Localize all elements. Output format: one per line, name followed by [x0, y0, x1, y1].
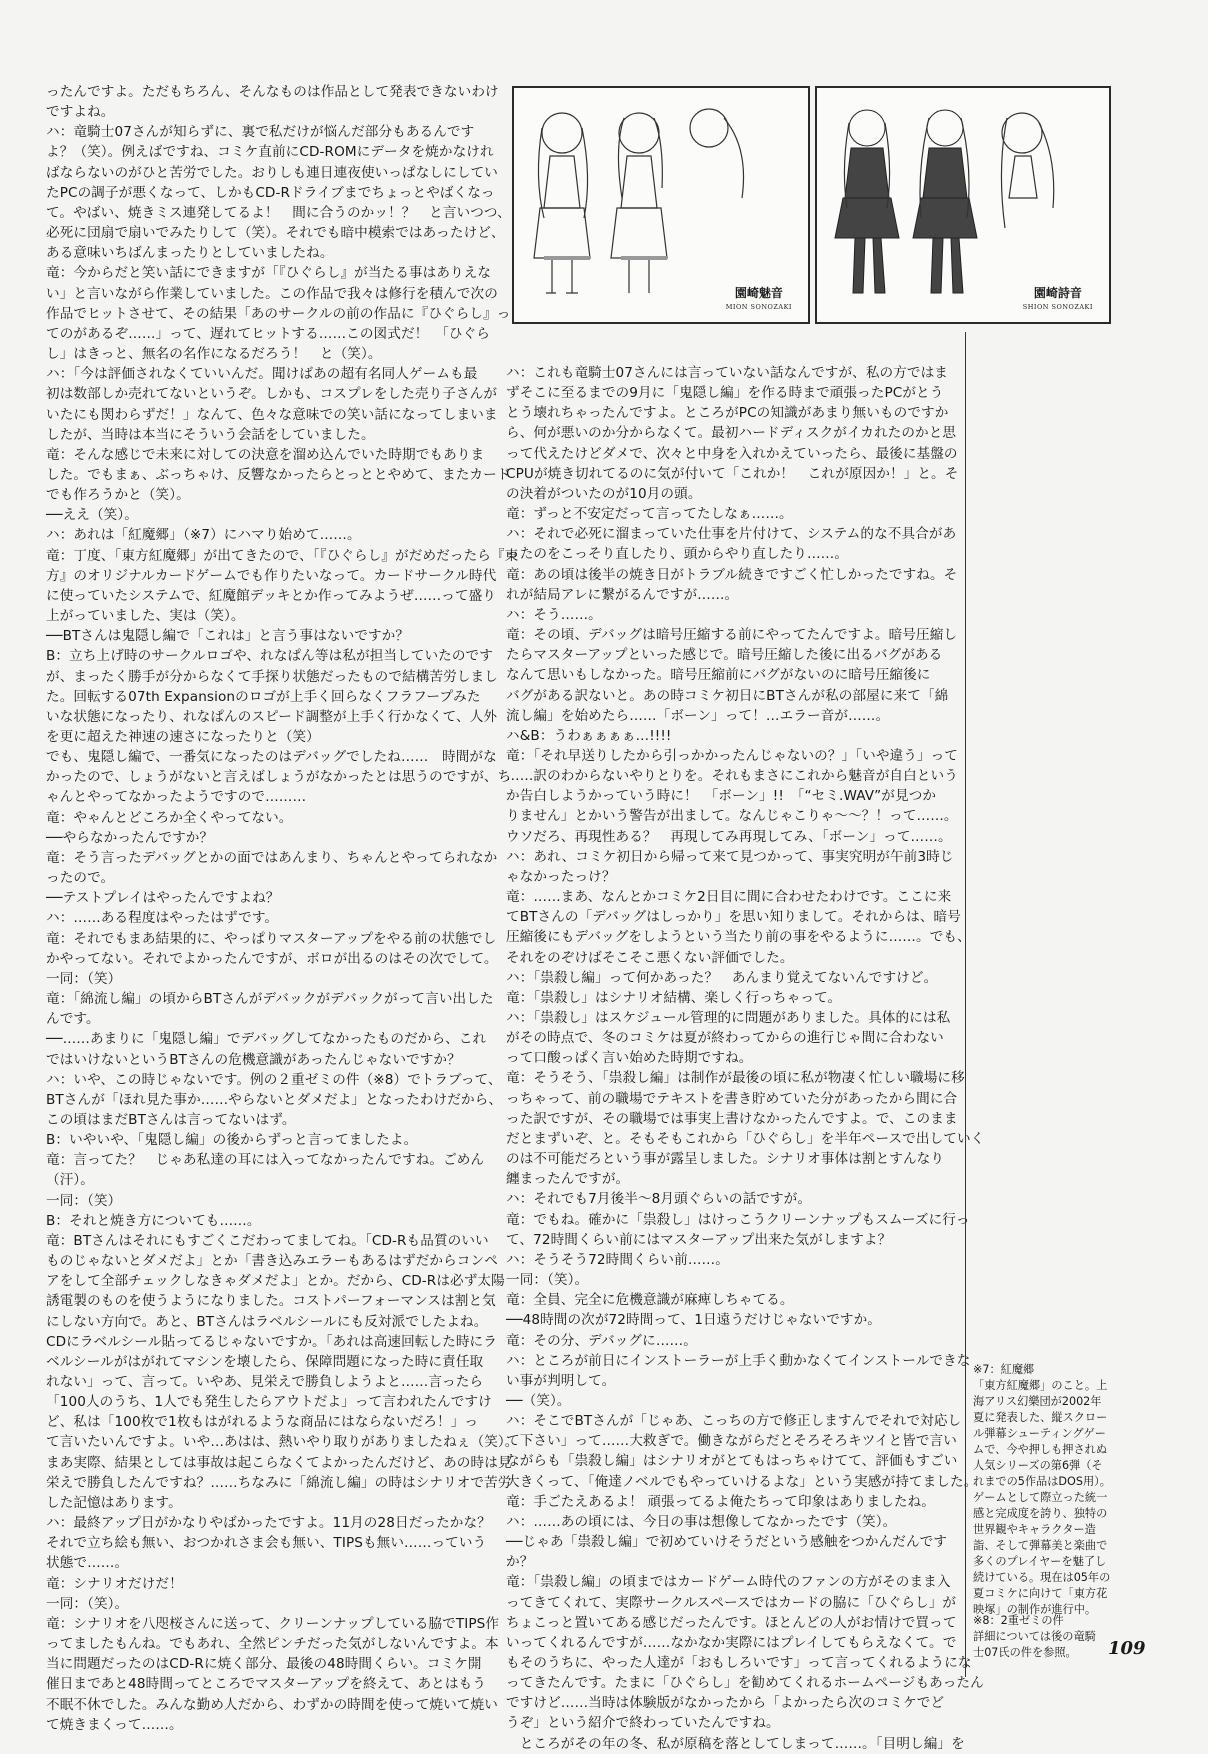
text-line: にしない方向で。あと、BTさんはラベルシールにも反対派でしたよね。 — [46, 1313, 488, 1330]
text-line: 竜：シナリオだけだ！ — [46, 1575, 183, 1592]
page-number: 109 — [1108, 1638, 1146, 1659]
text-line: が、まったく勝手が分からなくて手探り状態だったもので結構苦労しまし — [46, 668, 498, 685]
footnote-line: ムで、今や押しも押されぬ — [973, 1443, 1108, 1456]
text-line: ──ええ（笑）。 — [46, 507, 138, 524]
text-line: 竜：全員、完全に危機意識が麻痺しちゃてる。 — [506, 1292, 794, 1309]
text-line: ベルシールがはがれてマシンを壊したら、保障問題になった時に責任取 — [46, 1353, 484, 1370]
text-line: かやってない。それでよかったんですが、ボロが出るのはその次でして。 — [46, 950, 498, 967]
footnote-line: 世界観やキャラクター造 — [973, 1523, 1096, 1536]
text-line: アをして全部チェックしなきゃダメだよ」とか。だから、CD-Rは必ず太陽 — [46, 1273, 505, 1290]
text-line: ウソだろ、再現性ある？ 再現してみ再現してみ、「ボーン」って……。 — [506, 828, 952, 845]
footnote-line: 詳細については後の竜騎 — [973, 1630, 1096, 1643]
text-line: い事が判明して。 — [506, 1372, 616, 1389]
text-line: でも作ろうかと（笑）。 — [46, 487, 190, 504]
text-line: ばならないのがひと苦労でした。おりしも連日連夜使いっぱなしにしてい — [46, 164, 498, 181]
text-line: 誘電製のものを使うようになりました。コストパーフォーマンスは割と気 — [46, 1293, 496, 1310]
text-line: て、72時間くらい前にはマスターアップ出来た気がしますよ？ — [506, 1231, 892, 1248]
text-line: 当に問題だったのはCD-Rに焼く部分、最後の48時間くらい。コミケ開 — [46, 1656, 482, 1673]
text-line: か告白しようかっていう時に！ 「ボーン」!! 「“セミ.WAV”が見つか — [506, 788, 937, 805]
text-line: したが、当時は本当にそういう会話をしていました。 — [46, 426, 375, 443]
text-line: ハ：あれ、コミケ初日から帰って来て見つかって、事実究明が午前3時じ — [506, 848, 954, 865]
text-line: ですよね。 — [46, 104, 115, 121]
figure-name-mion: 園崎魅音 — [734, 286, 783, 300]
text-line: ってきてくれて、実際サークルスペースではカードの脇に「ひぐらし」が — [506, 1594, 957, 1611]
footnote-line: 映塚」の制作が進行中。 — [973, 1603, 1097, 1616]
text-line: 必死に団扇で扇いでみたりして（笑）。それでも暗中模索ではあったけど、 — [46, 225, 505, 242]
footnote-line: 夏コミケに向けて「東方花 — [973, 1587, 1108, 1600]
text-line: 竜：……まあ、なんとかコミケ2日目に間に合わせたわけです。ここに来 — [506, 889, 952, 906]
text-line: んです。 — [46, 1011, 100, 1028]
text-line: ハ：あれは「紅魔郷」（※7）にハマり始めて……。 — [46, 527, 361, 544]
text-line: B：いやいや、「鬼隠し編」の後からずっと言ってましたよ。 — [46, 1132, 418, 1149]
text-line: た。回転する07th Expansionのロゴが上手く回らなくフラフープみた — [46, 688, 481, 705]
text-line: ──……あまりに「鬼隠し編」でデバッグしてなかったものだから、これ — [46, 1031, 487, 1048]
footnote-line: 詣、そして弾幕美と楽曲で — [973, 1539, 1108, 1552]
text-line: ではいけないというBTさんの危機意識があったんじゃないですか？ — [46, 1051, 461, 1068]
text-line: 竜：でもね。確かに「祟殺し」はけっこうクリーンナップもスムーズに行っ — [506, 1211, 970, 1228]
text-line: CDにラベルシール貼ってるじゃないですか。「あれは高速回転した時にラ — [46, 1333, 497, 1350]
text-line: 一同：（笑） — [46, 970, 122, 987]
text-line: って口酸っぱく言い始めた時期ですね。 — [506, 1050, 753, 1067]
text-line: ──（笑）。 — [506, 1392, 571, 1409]
text-line: ──BTさんは鬼隠し編で「これは」と言う事はないですか？ — [46, 628, 410, 645]
text-line: だとまずいぞ、と。そもそもこれから「ひぐらし」を半年ペースで出していく — [506, 1130, 985, 1147]
text-line: たPCの調子が悪くなって、しかもCD-Rドライブまでちょっとやばくなっ — [46, 184, 495, 201]
figure-caption-mion — [726, 286, 792, 314]
text-line: いってくれるんですが……なかなか実際にはプレイしてもらえなくて。で — [506, 1634, 957, 1651]
text-line: いな状態になったり、れなぱんのスピード調整が上手く行かなくて、人外 — [46, 708, 498, 725]
text-line: ずそこに至るまでの9月に「鬼隠し編」を作る時まで頑張ったPCがとう — [506, 385, 944, 402]
text-line: れない」って、言って。いやあ、見栄えで勝負しようよと……言ったら — [46, 1374, 484, 1390]
footnote-line: ※7：紅魔郷 — [973, 1363, 1035, 1376]
text-line: もそのうちに、やった人達が「おもしろいです」って言ってくれるようにな — [506, 1655, 972, 1671]
text-line: ある意味いちばんまったりとしていましたね。 — [46, 245, 334, 262]
text-line: 竜：BTさんはそれにもすごくこだわってましてね。「CD-Rも品質のいい — [46, 1232, 489, 1249]
text-line: 竜：あの頃は後半の焼き日がトラブル続きですごく忙しかったですね。そ — [506, 566, 958, 583]
text-line: CPUが焼き切れてるのに気が付いて「これか！ これが原因か！」と。そ — [506, 465, 959, 482]
text-line: ながらも「祟殺し編」はシナリオがとてもはっちゃけてて、評価もすごい — [506, 1453, 958, 1470]
sidebar-divider — [965, 332, 966, 1677]
figure-name-shion: 園崎詩音 — [1033, 286, 1082, 300]
text-line: ちょこっと置いてある感じだったんです。ほとんどの人がお情けで買って — [506, 1614, 957, 1631]
footnote-8 — [973, 1613, 1096, 1661]
footnote-line: 感と完成度を誇り、独特の — [973, 1507, 1108, 1520]
text-line: ──テストプレイはやったんですよね？ — [46, 890, 280, 907]
text-line: 竜：「祟殺し」はシナリオ結構、楽しく行っちゃって。 — [506, 989, 842, 1006]
text-line: に使っていたシステムで、紅魔館デッキとか作ってみようぜ……って盛り — [46, 587, 496, 604]
text-line: 一同：（笑）。 — [506, 1272, 589, 1289]
text-line: て言いたいんですよ。いや…あはは、熱いやり取りがありましたねぇ（笑）。 — [46, 1434, 519, 1451]
footnote-line: 多くのプレイヤーを魅了し — [973, 1555, 1107, 1568]
text-line: ハ：「祟殺し編」って何かあった？ あんまり覚えてないんですけど。 — [506, 969, 938, 986]
text-line: か？ — [506, 1554, 534, 1571]
text-line: 状態で……。 — [46, 1555, 129, 1572]
text-line: B：立ち上げ時のサークルロゴや、れなぱん等は私が担当していたのです — [46, 648, 493, 665]
text-line: 竜：「綿流し編」の頃からBTさんがデバックがデバックがって言い出した — [46, 991, 494, 1008]
text-line: それをのぞけばそこそこ悪くない評価でした。 — [506, 949, 794, 966]
text-line: ったんですよ。ただもちろん、そんなものは作品として発表できないわけ — [46, 84, 499, 100]
text-line: 圧縮後にもデバッグをしようという当たり前の事をやるように……。でも、 — [506, 929, 971, 946]
text-line: 竜：丁度、「東方紅魔郷」が出てきたので、「『ひぐらし』がだめだったら『東 — [46, 547, 519, 564]
text-line: 竜：今からだと笑い話にできますが「『ひぐらし』が当たる事はありえな — [46, 265, 492, 282]
text-line: いたにも関わらずだ！」なんて、色々な意味での笑い話になってしまいま — [46, 406, 498, 423]
text-line: 竜：やゃんとどころか全くやってない。 — [46, 809, 293, 826]
text-line: 竜：シナリオを八咫桜さんに送って、クリーンナップしている脇でTIPS作 — [46, 1615, 500, 1632]
text-line: ──48時間の次が72時間って、1日遠うだけじゃないですか。 — [506, 1312, 881, 1329]
text-line: 方』のオリジナルカードゲームでも作りたいなって。カードサークル時代 — [46, 567, 497, 584]
text-line: ハ：これも竜騎士07さんには言っていない話なんですが、私の方ではま — [506, 365, 949, 381]
text-line: この頃はまだBTさんは言ってないはず。 — [46, 1111, 296, 1128]
text-line: した。でもまぁ、ぶっちゃけ、反響なかったらとっととやめて、またカード — [46, 466, 511, 483]
text-line: ハ：「今は評価されなくていいんだ。聞けばあの超有名同人ゲームも最 — [46, 366, 478, 383]
text-line: がその時点で、冬のコミケは夏が終わってからの進行じゃ間に合わない — [506, 1030, 944, 1047]
footnote-line: ゲームとして際立った統一 — [973, 1491, 1108, 1504]
text-line: 流し編」を始めたら……「ボーン」って！…エラー音が……。 — [506, 707, 890, 724]
text-line: ですけど……当時は体験版がなかったから「よかったら次のコミケでど — [506, 1695, 945, 1712]
text-line: ハ：竜騎士07さんが知らずに、裏で私だけが悩んだ部分もあるんです — [46, 124, 475, 141]
text-line: 竜：「祟殺し編」の頃まではカードゲーム時代のファンの方がそのまま入 — [506, 1574, 951, 1591]
text-line: 竜：そんな感じで未来に対しての決意を溜め込んでいた時期でもありま — [46, 446, 485, 463]
text-line: ハ：……あの頃には、今日の事は想像してなかったです（笑）。 — [506, 1513, 897, 1530]
text-line: ハ：……ある程度はやったはずです。 — [46, 910, 279, 927]
text-line: ハ：それでも7月後半〜8月頭ぐらいの話ですが。 — [506, 1191, 812, 1208]
text-line: 初は数部しか売れてないというぞ。しかも、コスプレをした売り子さんが — [46, 386, 498, 403]
text-line: 上がっていました、実は（笑）。 — [46, 608, 245, 625]
left-text-column — [46, 82, 519, 1735]
text-line: ハ：いや、この時じゃないです。例の２重ゼミの件（※8）でトラブって、 — [46, 1071, 502, 1088]
footnote-line: 人気シリーズの第6弾（そ — [973, 1459, 1103, 1472]
text-line: 一同：（笑）。 — [46, 1595, 129, 1612]
footnote-line: 海アリス幻樂団が2002年 — [973, 1395, 1102, 1408]
footnote-7 — [973, 1362, 1111, 1618]
text-line: を更に超えた神速の速さになったりと（笑） — [46, 729, 320, 745]
text-line: て下さい」って……大救ぎで。働きながらだとそろそろキツイと皆で言い — [506, 1433, 957, 1450]
footnote-line: 夏に発表した、縦スクロー — [973, 1411, 1108, 1424]
text-line: れが結局アレに繋がるんですが……。 — [506, 586, 739, 603]
figure-roman-mion: MION SONOZAKI — [725, 303, 792, 311]
text-line: ってきたんです。たまに「ひぐらし」を勧めてくれるホームページもあったん — [506, 1675, 984, 1692]
text-line: い」と言いながら作業していました。この作品で我々は修行を積んで次の — [46, 285, 498, 302]
text-line: ──じゃあ「祟殺し編」で初めていけそうだという感触をつかんだんです — [506, 1534, 948, 1551]
text-line: ハ：最終アップ日がかなりやばかったですよ。11月の28日だったかな？ — [46, 1515, 491, 1532]
text-line: っちゃって、前の職場でテキストを書き貯めていた分があったから間に合 — [506, 1090, 958, 1107]
text-line: ハ：そうそう72時間くらい前……。 — [506, 1251, 729, 1268]
figure-caption-shion — [1023, 286, 1093, 314]
text-line: てのがあるぞ……」って、遅れてヒットする……この図式だ！ 「ひぐら — [46, 325, 491, 342]
text-line: 一同：（笑） — [46, 1192, 122, 1209]
figure-roman-shion: SHION SONOZAKI — [1022, 303, 1093, 311]
text-line: ら、何が悪いのか分からなくて。最初ハードディスクがイカれたのかと思 — [506, 425, 957, 442]
text-line: それで立ち絵も無い、おつかれさま会も無い、TIPSも無い……っていう — [46, 1535, 487, 1552]
footnote-line: ※8：2重ゼミの件 — [973, 1614, 1064, 1627]
text-line: て。やばい、焼きミス連発してるよ！ 間に合うのかッ！？ と言いつつ、 — [46, 204, 511, 221]
text-line: ってましたもんね。でもあれ、全然ピンチだった気がしないんですよ。本 — [46, 1636, 499, 1653]
text-line: てBTさんの「デバッグはしっかり」を思い知りまして。それからは、暗号 — [506, 909, 961, 926]
text-line: B：それと焼き方についても……。 — [46, 1212, 261, 1229]
text-line: 纏まったんですが。 — [506, 1171, 630, 1188]
text-line: ゃなかったっけ？ — [506, 868, 616, 885]
text-line: まあ実際、結果としては事故は起こらなくてよかったんだけど、あの時は見 — [46, 1454, 512, 1471]
text-line: BTさんが「ほれ見た事か……やらないとダメだよ」となったわけだから、 — [46, 1091, 503, 1108]
text-line: ったのをこっそり直したり、頭からやり直したり……。 — [506, 546, 849, 563]
text-line: ハ：「祟殺し」はスケジュール管理的に問題がありました。具体的には私 — [506, 1010, 951, 1026]
text-line: 栄えで勝負したんですね？……ちなみに「綿流し編」の時はシナリオで苦労 — [46, 1474, 512, 1491]
text-line: ところがその年の冬、私が原稿を落としてしまって……。「目明し編」を — [506, 1735, 965, 1752]
text-line: 竜：その頃、デバッグは暗号圧縮する前にやってたんですよ。暗号圧縮し — [506, 627, 958, 644]
text-line: りません」とかいう警告が出まして。なんじゃこりゃ〜〜？！って……。 — [506, 808, 958, 825]
text-line: たらマスターアップといった感じで。暗号圧縮した後に出るバグがある — [506, 647, 943, 664]
text-line: 大きくって、「俺達ノベルでもやっていけるよな」という実感が持てました。 — [506, 1473, 978, 1490]
text-line: ハ&B：うわぁぁぁぁ…!!!! — [506, 727, 672, 744]
text-line: とう壊れちゃったんですよ。ところがPCの知識があまり無いものですか — [506, 405, 949, 422]
text-line: 催日まであと48時間ってところでマスターアップを終えて、あとはもう — [46, 1676, 486, 1693]
text-line: 竜：その分、デバッグに……。 — [506, 1332, 697, 1349]
text-line: 「100人のうち、1人でも発生したらアウトだよ」って言われたんですけ — [46, 1394, 492, 1411]
footnote-line: れまでの5作品はDOS用）。 — [973, 1475, 1111, 1488]
text-line: 竜：そう言ったデバッグとかの面ではあんまり、ちゃんとやってられなか — [46, 849, 498, 866]
text-line: の決着がついたのが10月の頭。 — [506, 485, 702, 502]
text-line: ……訳のわからないやりとりを。それもまさにこれから魅音が自白という — [506, 768, 958, 785]
footnote-line: 「東方紅魔郷」のこと。上 — [973, 1379, 1108, 1392]
text-line: ゃんとやってなかったようですので……… — [46, 789, 307, 806]
text-line: ハ：そう……。 — [506, 606, 602, 623]
text-line: した記憶はあります。 — [46, 1494, 182, 1511]
text-line: し」はきっと、無名の名作になるだろう！ と（笑）。 — [46, 346, 382, 363]
footnote-line: 続けている。現在は05年の — [973, 1571, 1111, 1584]
text-line: ──やらなかったんですか？ — [46, 829, 214, 846]
text-line: 竜：手ごたえあるよ！ 頑張ってるよ俺たちって印象はありましたね。 — [506, 1493, 935, 1510]
footnote-line: 士07氏の件を参照。 — [973, 1646, 1077, 1659]
text-line: ハ：そこでBTさんが「じゃあ、こっちの方で修正しますんでそれで対応し — [506, 1413, 962, 1430]
figure-mion-sonozaki — [512, 86, 810, 324]
text-line: でも、鬼隠し編で、一番気になったのはデバッグでしたね…… 時間がな — [46, 749, 497, 766]
text-line: 竜：ずっと不安定だって言ってたしなぁ……。 — [506, 506, 793, 523]
text-line: 竜：そうそう、「祟殺し編」は制作が最後の頃に私が物凄く忙しい職場に移 — [506, 1070, 965, 1087]
text-line: 竜：言ってた？ じゃあ私達の耳には入ってなかったんですね。ごめん — [46, 1152, 485, 1169]
text-line: かったので、しょうがないと言えばしょうがなかったとは思うのですが、ち — [46, 769, 512, 786]
right-text-column — [506, 363, 985, 1754]
text-line: った訳ですが、その職場では事実上書けなかったんですよ。で、このまま — [506, 1110, 958, 1127]
text-line: 不眠不休でした。みんな勤め人だから、わずかの時間を使って焼いて焼い — [46, 1696, 498, 1713]
text-line: よ？（笑）。例えばですね、コミケ直前にCD-ROMにデータを焼かなけれ — [46, 144, 494, 161]
text-line: 作品でヒットさせて、その結果「あのサークルの前の作品に『ひぐらし』っ — [46, 305, 511, 322]
text-line: ものじゃないとダメだよ」とか「書き込みエラーもあるはずだからコンペ — [46, 1253, 498, 1270]
text-line: うぞ」という紹介で終わっていたんですね。 — [506, 1715, 780, 1732]
text-line: て焼きまくって……。 — [46, 1716, 183, 1733]
text-line: ハ：ところが前日にインストーラーが上手く動かなくてインストールできな — [506, 1352, 971, 1369]
text-line: ったので。 — [46, 870, 115, 887]
text-line: 竜：「それ早送りしたから引っかかったんじゃないの？」「いや違う」って — [506, 747, 958, 764]
text-line: （汗）。 — [46, 1172, 94, 1189]
text-line: ハ：それで必死に溜まっていた仕事を片付けて、システム的な不具合があ — [506, 526, 957, 543]
text-line: って代えたけどダメで、次々と中身を入れかえていったら、最後に基盤の — [506, 445, 958, 462]
text-line: ど、私は「100枚で1枚もはがれるような商品にはならないだろ！」っ — [46, 1414, 479, 1431]
footnote-line: ル弾幕シューティングゲー — [973, 1427, 1106, 1440]
text-line: なんて思いもしなかった。暗号圧縮前にバグがないのに暗号圧縮後に — [506, 667, 931, 684]
text-line: 竜：それでもまあ結果的に、やっぱりマスターアップをやる前の状態でし — [46, 930, 497, 947]
figure-shion-sonozaki — [815, 86, 1111, 324]
text-line: のは不可能だろという事が露呈しました。シナリオ事体は割とすんなり — [506, 1151, 945, 1168]
text-line: バグがある訳ないと。あの時コミケ初日にBTさんが私の部屋に来て「綿 — [506, 687, 949, 704]
